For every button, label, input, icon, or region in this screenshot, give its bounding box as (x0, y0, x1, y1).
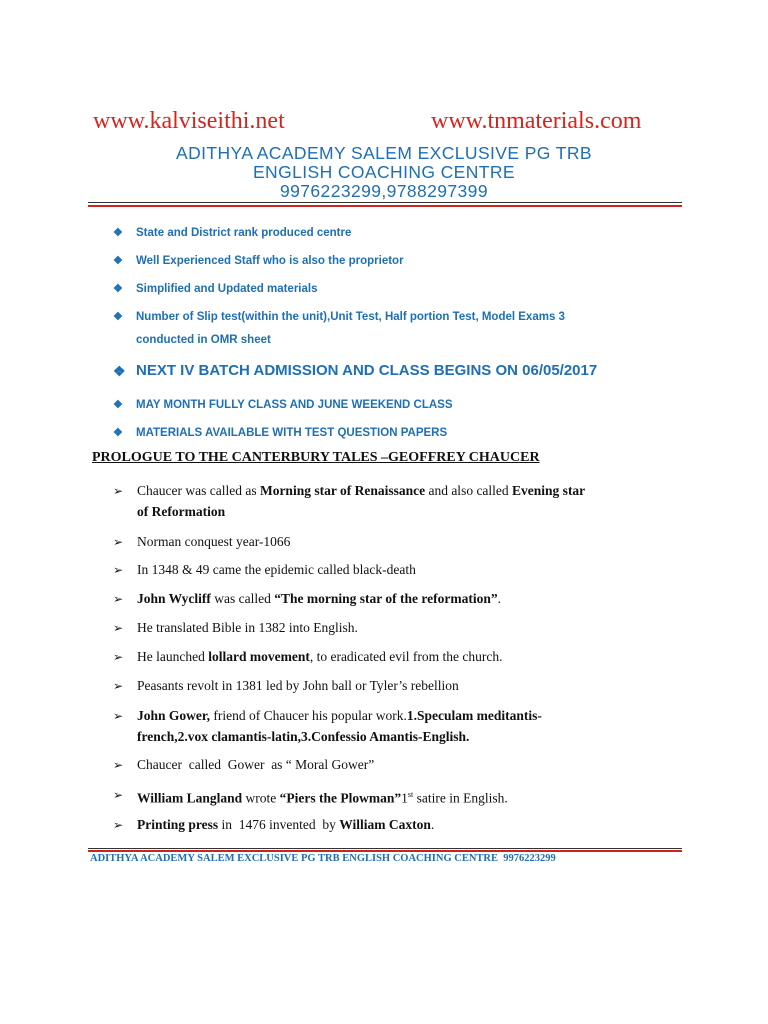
arrow-bullet-icon: ➢ (113, 788, 124, 802)
header-divider-thick (88, 205, 682, 207)
header-divider-thin (88, 202, 682, 203)
footer-divider-thin (88, 848, 682, 849)
website-header (0, 108, 768, 144)
academy-title-line1: ADITHYA ACADEMY SALEM EXCLUSIVE PG TRB (176, 143, 592, 163)
section-title: PROLOGUE TO THE CANTERBURY TALES –GEOFFREY CHAUCER (92, 450, 540, 465)
arrow-bullet-icon: ➢ (113, 484, 124, 498)
arrow-bullet-icon: ➢ (113, 709, 124, 723)
academy-phone: 9976223299,9788297399 (280, 181, 488, 201)
arrow-bullet-icon: ➢ (113, 535, 124, 549)
diamond-bullet-icon: ❖ (113, 283, 123, 295)
diamond-bullet-icon: ❖ (113, 255, 123, 267)
diamond-bullet-icon: ❖ (113, 399, 123, 411)
diamond-bullet-icon: ❖ (113, 311, 123, 323)
website-left: www.kalviseithi.net (93, 108, 285, 134)
arrow-bullet-icon: ➢ (113, 758, 124, 772)
diamond-bullet-icon: ❖ (113, 227, 123, 239)
website-right: www.tnmaterials.com (431, 108, 642, 134)
arrow-bullet-icon: ➢ (113, 563, 124, 577)
arrow-bullet-icon: ➢ (113, 650, 124, 664)
academy-title (60, 144, 708, 201)
diamond-bullet-icon: ❖ (113, 427, 123, 439)
arrow-bullet-icon: ➢ (113, 621, 124, 635)
arrow-bullet-icon: ➢ (113, 679, 124, 693)
academy-title-line2: ENGLISH COACHING CENTRE (252, 162, 515, 182)
footer-text: ADITHYA ACADEMY SALEM EXCLUSIVE PG TRB ENGLISH COACHING CENTRE 9976223299 (90, 853, 556, 864)
arrow-bullet-icon: ➢ (113, 818, 124, 832)
footer-divider-thick (88, 850, 682, 852)
arrow-bullet-icon: ➢ (113, 592, 124, 606)
diamond-bullet-icon: ❖ (113, 363, 126, 379)
